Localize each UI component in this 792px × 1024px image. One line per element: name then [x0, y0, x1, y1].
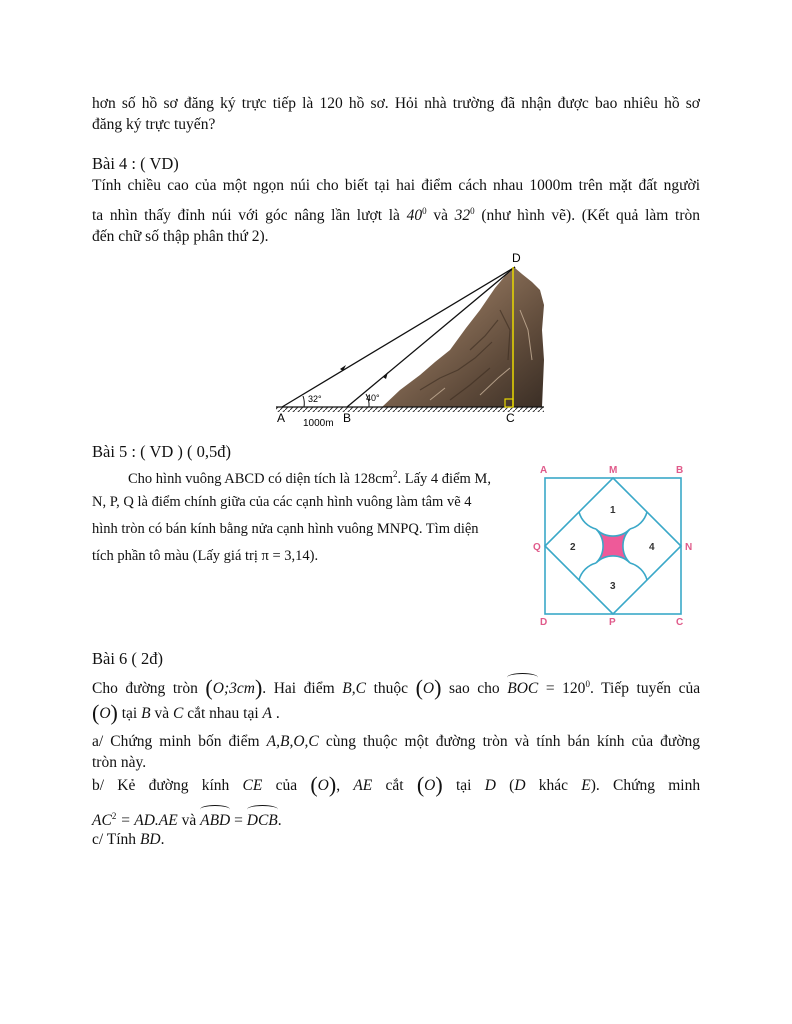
- distance-label: 1000m: [303, 418, 334, 429]
- intro-line-1: hơn số hồ sơ đăng ký trực tiếp là 120 hồ sơ. Hỏi nhà trường đã nhận được bao nhiêu hồ sơ: [92, 95, 700, 112]
- square-figure: [528, 462, 700, 630]
- bai5-line-1: Cho hình vuông ABCD có diện tích là $128cm^2$. Lấy 4 điểm M,: [128, 469, 491, 487]
- region-2: 2: [570, 542, 576, 553]
- label-C: C: [506, 411, 515, 425]
- bai4-line-1: Tính chiều cao của một ngọn núi cho biết tại hai điểm cách nhau 1000m trên mặt đất người: [92, 177, 700, 194]
- bai4-line-3: đến chữ số thập phân thứ 2).: [92, 228, 269, 245]
- square-label-A: A: [540, 465, 548, 476]
- square-label-B: B: [676, 465, 684, 476]
- region-4: 4: [649, 542, 655, 553]
- square-label-M: M: [609, 465, 618, 476]
- bai5-line-2: N, P, Q là điểm chính giữa của các cạnh hình vuông làm tâm vẽ 4: [92, 494, 472, 510]
- bai6-b-line-1: b/ Kẻ đường kính CE của (O), AE cắt (O) tại D (D khác E). Chứng minh: [92, 772, 701, 797]
- bai6-line-2: (O) tại B và C cắt nhau tại A .: [92, 700, 280, 725]
- bai6-title: Bài 6 ( 2đ): [92, 649, 164, 668]
- region-3: 3: [610, 581, 616, 592]
- angle-B-label: 40°: [366, 393, 380, 403]
- square-label-P: P: [609, 617, 616, 628]
- label-A: A: [277, 411, 286, 425]
- mountain-figure: [270, 250, 552, 430]
- bai6-c-line: c/ Tính BD.: [92, 831, 165, 848]
- bai4-title: Bài 4 : ( VD): [92, 154, 179, 173]
- region-1: 1: [610, 505, 616, 516]
- bai4-line-2: ta nhìn thấy đỉnh núi với góc nâng lần lượt là $40^0$ và $32^0$ (như hình vẽ). (Kết quả làm tròn: [92, 206, 701, 225]
- bai6-line-1: Cho đường tròn (O;3cm). Hai điểm B,C thuộc (O) sao cho BOC = $120^0$. Tiếp tuyến của: [92, 675, 701, 701]
- shaded-region: [596, 529, 630, 563]
- mountain-shape: [382, 268, 544, 407]
- bai6-a-line-1: a/ Chứng minh bốn điểm A,B,O,C cùng thuộc một đường tròn và tính bán kính của đường: [92, 733, 701, 750]
- angle-A-label: 32°: [308, 394, 322, 404]
- bai5-line-3: hình tròn có bán kính bằng nửa cạnh hình vuông MNPQ. Tìm diện: [92, 521, 479, 537]
- bai5-title: Bài 5 : ( VD ) ( 0,5đ): [92, 442, 232, 461]
- label-D: D: [512, 251, 521, 265]
- square-label-N: N: [685, 542, 693, 553]
- square-label-Q: Q: [533, 542, 541, 553]
- label-B: B: [343, 411, 352, 425]
- square-label-D: D: [540, 617, 548, 628]
- bai6-b-line-2: $AC^2 = AD.AE$ và ABD = DCB.: [92, 811, 282, 830]
- bai5-line-4: tích phần tô màu (Lấy giá trị π = 3,14).: [92, 548, 319, 564]
- bai6-a-line-2: tròn này.: [92, 754, 147, 771]
- intro-line-2: đăng ký trực tuyến?: [92, 116, 216, 133]
- square-label-C: C: [676, 617, 684, 628]
